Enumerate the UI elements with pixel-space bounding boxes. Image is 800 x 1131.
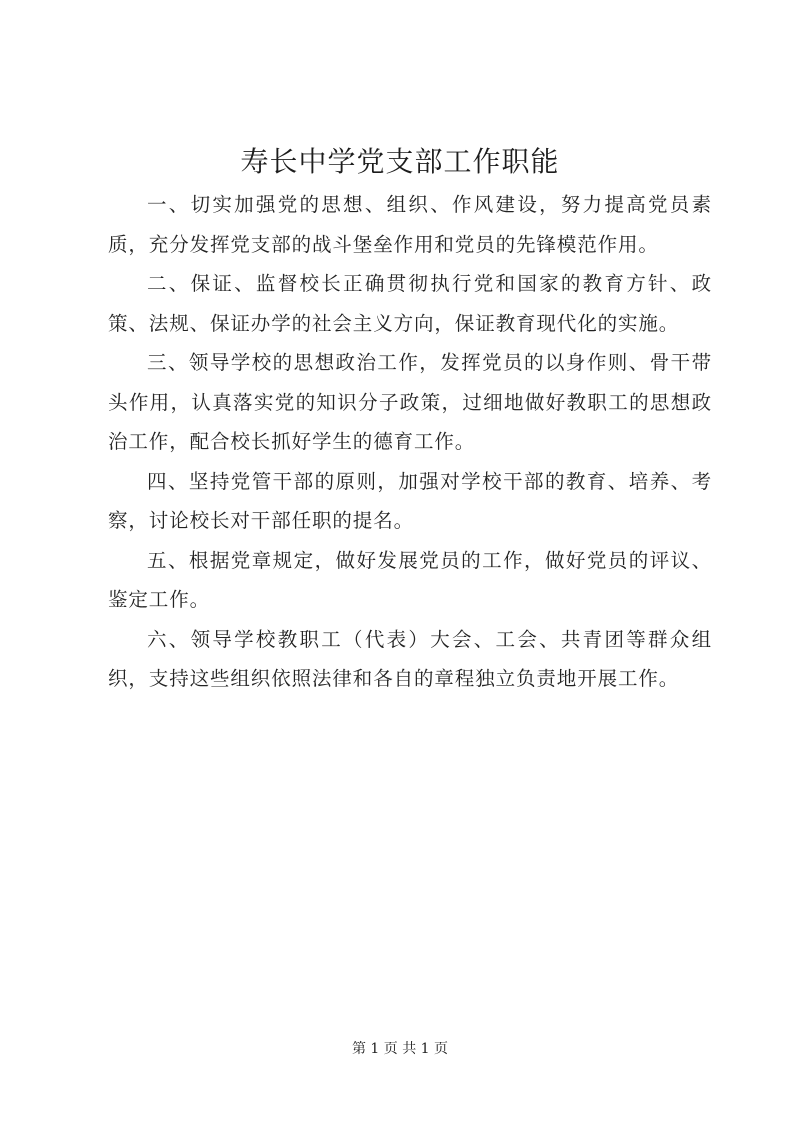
paragraph-3: 三、领导学校的思想政治工作，发挥党员的以身作则、骨干带头作用，认真落实党的知识分子政策，过细地做好教职工的思想政治工作，配合校长抓好学生的德育工作。	[108, 351, 712, 453]
paragraph-4: 四、坚持党管干部的原则，加强对学校干部的教育、培养、考察，讨论校长对干部任职的提名。	[108, 469, 712, 532]
page-number-footer: 第 1 页 共 1 页	[351, 1041, 449, 1057]
document-title: 寿长中学党支部工作职能	[240, 145, 560, 178]
paragraph-2: 二、保证、监督校长正确贯彻执行党和国家的教育方针、政策、法规、保证办学的社会主义方向，保证教育现代化的实施。	[108, 272, 712, 335]
document-body	[108, 185, 712, 699]
paragraph-5: 五、根据党章规定，做好发展党员的工作，做好党员的评议、鉴定工作。	[108, 548, 712, 611]
paragraph-6: 六、领导学校教职工（代表）大会、工会、共青团等群众组织，支持这些组织依照法律和各自的章程独立负责地开展工作。	[108, 627, 712, 690]
paragraph-1: 一、切实加强党的思想、组织、作风建设，努力提高党员素质，充分发挥党支部的战斗堡垒作用和党员的先锋模范作用。	[108, 193, 712, 256]
